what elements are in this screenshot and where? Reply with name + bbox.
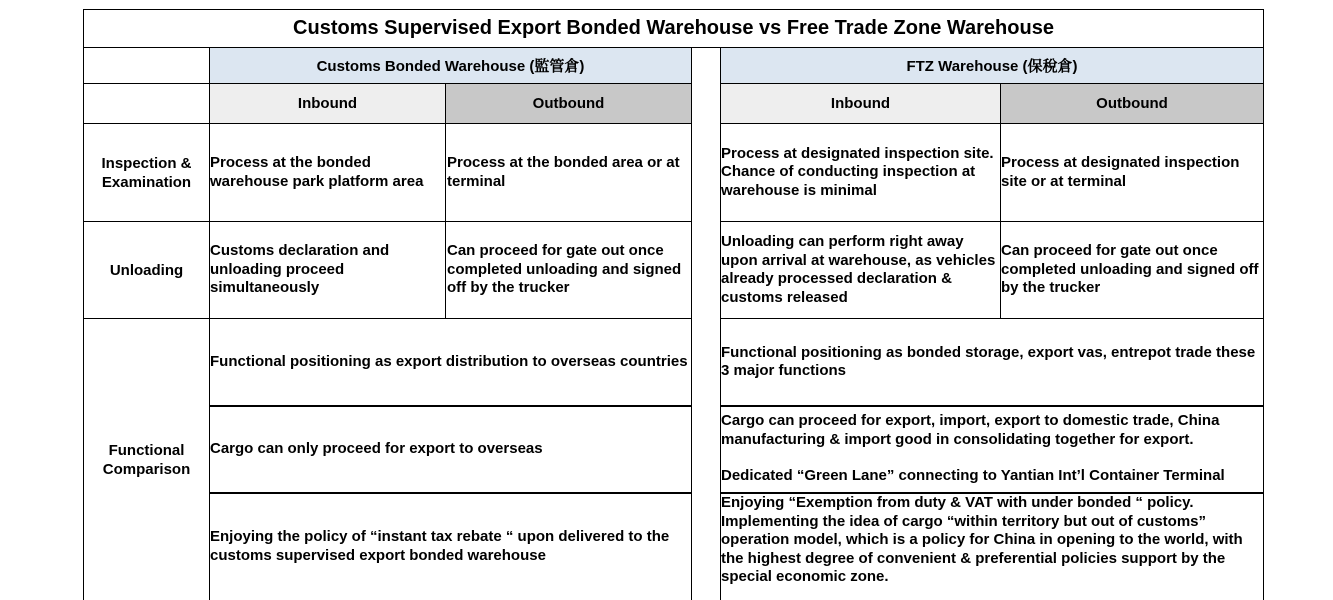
unloading-customs-outbound: Can proceed for gate out once completed unloading and signed off by the trucker	[447, 242, 682, 297]
table-title: Customs Supervised Export Bonded Warehouse vs Free Trade Zone Warehouse	[83, 9, 1264, 48]
grid-line	[83, 83, 692, 84]
row-label-inspection: Inspection & Examination	[101, 154, 192, 191]
grid-line	[83, 47, 692, 48]
grid-line	[720, 47, 1264, 48]
functional-customs-cargo: Cargo can only proceed for export to overseas	[210, 439, 543, 457]
grid-line	[720, 492, 1264, 494]
grid-line	[1000, 83, 1001, 319]
customs-outbound-header: Outbound	[446, 84, 691, 123]
grid-line	[83, 47, 84, 600]
inspection-ftz-outbound: Process at designated inspection site or at terminal	[1001, 154, 1240, 190]
ftz-outbound-header: Outbound	[1001, 84, 1263, 123]
grid-line	[691, 47, 692, 600]
functional-ftz-positioning: Functional positioning as bonded storage, export vas, entrepot trade these 3 major functions	[721, 343, 1256, 379]
grid-line	[720, 123, 1264, 124]
functional-ftz-policy: Enjoying “Exemption from duty & VAT with under bonded “ policy. Implementing the idea of cargo “within territory but out of customs” operation model, which is a policy for China in opening to the world, with the highest degree of convenient & preferential policies support by the special economic zone.	[721, 494, 1243, 585]
grid-line	[209, 492, 692, 494]
grid-line	[445, 83, 446, 319]
grid-line	[720, 83, 1264, 84]
grid-line	[209, 47, 210, 600]
functional-ftz-cargo: Cargo can proceed for export, import, export to domestic trade, China manufacturing & import good in consolidating together for export.	[721, 412, 1220, 448]
row-label-unloading: Unloading	[109, 261, 184, 279]
unloading-ftz-inbound: Unloading can perform right away upon arrival at warehouse, as vehicles already processed declaration & customs released	[721, 233, 996, 306]
grid-line	[1263, 47, 1264, 600]
inspection-customs-outbound: Process at the bonded area or at terminal	[447, 154, 680, 190]
inspection-customs-inbound: Process at the bonded warehouse park platform area	[210, 154, 424, 190]
inspection-ftz-inbound: Process at designated inspection site. Chance of conducting inspection at warehouse is minimal	[721, 144, 994, 199]
row-label-functional: Functional Comparison	[102, 441, 191, 478]
customs-inbound-header: Inbound	[210, 84, 445, 123]
grid-line	[83, 123, 692, 124]
grid-line	[720, 47, 721, 600]
grid-line	[83, 221, 692, 222]
unloading-customs-inbound: Customs declaration and unloading proceed simultaneously	[210, 242, 390, 297]
customs-warehouse-header: Customs Bonded Warehouse (監管倉)	[210, 48, 691, 83]
functional-customs-positioning: Functional positioning as export distribution to overseas countries	[210, 352, 688, 370]
grid-line	[83, 318, 692, 319]
unloading-ftz-outbound: Can proceed for gate out once completed unloading and signed off by the trucker	[1001, 242, 1259, 297]
functional-customs-policy: Enjoying the policy of “instant tax rebate “ upon delivered to the customs supervised export bonded warehouse	[210, 528, 670, 564]
grid-line	[720, 405, 1264, 407]
grid-line	[720, 318, 1264, 319]
functional-ftz-green-lane: Dedicated “Green Lane” connecting to Yantian Int’l Container Terminal	[721, 467, 1225, 484]
ftz-warehouse-header: FTZ Warehouse (保稅倉)	[721, 48, 1263, 83]
grid-line	[720, 221, 1264, 222]
grid-line	[209, 405, 692, 407]
ftz-inbound-header: Inbound	[721, 84, 1000, 123]
